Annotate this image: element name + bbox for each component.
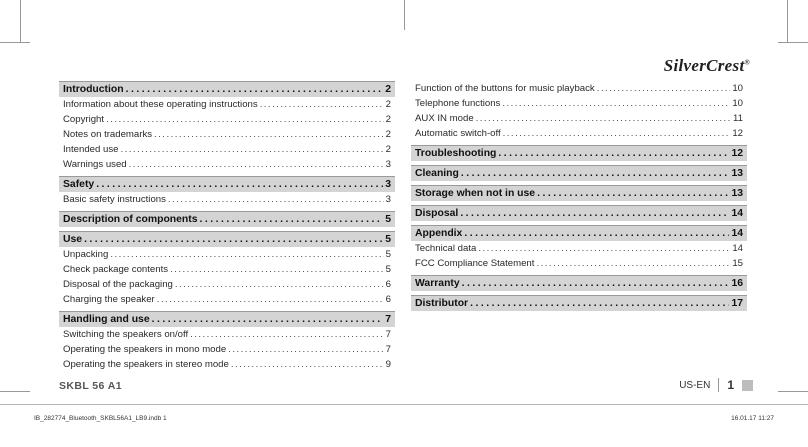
toc-title: Notes on trademarks	[63, 129, 153, 140]
toc-section-row[interactable]	[59, 176, 395, 192]
toc-page-number: 14	[731, 228, 743, 239]
toc-title: Automatic switch-off	[415, 128, 501, 139]
toc-entry-row[interactable]	[411, 241, 747, 256]
toc-entry-row[interactable]	[59, 157, 395, 172]
crop-mark	[787, 0, 788, 42]
toc-left-column	[59, 81, 395, 372]
toc-section-row[interactable]	[411, 275, 747, 291]
print-slug-timestamp: 16.01.17 11:27	[731, 415, 774, 422]
crop-mark	[0, 391, 30, 392]
toc-leader-dots	[228, 342, 383, 357]
toc-leader-dots	[106, 112, 384, 127]
toc-leader-dots	[498, 146, 729, 161]
toc-leader-dots	[537, 186, 729, 201]
toc-title: Function of the buttons for music playback	[415, 83, 595, 94]
toc-page-number: 6	[385, 279, 391, 290]
toc-leader-dots	[129, 157, 384, 172]
footer-divider	[718, 378, 719, 392]
toc-leader-dots	[478, 241, 730, 256]
crop-mark	[20, 0, 21, 42]
toc-page-number: 2	[385, 84, 391, 95]
toc-leader-dots	[476, 111, 731, 126]
toc-page-number: 16	[731, 278, 743, 289]
toc-leader-dots	[462, 276, 730, 291]
toc-page-number: 2	[385, 129, 391, 140]
toc-title: Cleaning	[415, 168, 459, 179]
model-label: SKBL 56 A1	[59, 380, 122, 392]
toc-leader-dots	[168, 192, 384, 207]
toc-leader-dots	[154, 127, 384, 142]
toc-title: Appendix	[415, 228, 463, 239]
toc-title: Check package contents	[63, 264, 169, 275]
toc-entry-row[interactable]	[59, 97, 395, 112]
toc-page-number: 11	[733, 113, 743, 124]
toc-page-number: 7	[385, 344, 391, 355]
toc-title: Switching the speakers on/off	[63, 329, 189, 340]
toc-entry-row[interactable]	[411, 111, 747, 126]
toc-page-number: 15	[732, 258, 743, 269]
toc-title: Warranty	[415, 278, 460, 289]
toc-title: Intended use	[63, 144, 119, 155]
toc-title: Copyright	[63, 114, 105, 125]
crop-mark	[404, 0, 405, 30]
toc-leader-dots	[464, 226, 729, 241]
toc-title: Safety	[63, 179, 95, 190]
page-marker-square	[742, 380, 753, 391]
toc-entry-row[interactable]	[59, 142, 395, 157]
toc-entry-row[interactable]	[411, 81, 747, 96]
toc-entry-row[interactable]	[59, 127, 395, 142]
toc-page-number: 7	[385, 314, 391, 325]
page-trim-line	[0, 404, 808, 405]
toc-entry-row[interactable]	[59, 292, 395, 307]
toc-entry-row[interactable]	[411, 256, 747, 271]
toc-title: Operating the speakers in stereo mode	[63, 359, 229, 370]
toc-leader-dots	[503, 126, 731, 141]
toc-leader-dots	[597, 81, 731, 96]
toc-page-number: 17	[731, 298, 743, 309]
toc-title: AUX IN mode	[415, 113, 474, 124]
toc-page-number: 2	[385, 99, 391, 110]
toc-title: Handling and use	[63, 314, 150, 325]
toc-title: Technical data	[415, 243, 477, 254]
toc-page-number: 3	[385, 159, 391, 170]
toc-entry-row[interactable]	[411, 126, 747, 141]
toc-title: Description of components	[63, 214, 198, 225]
toc-page-number: 5	[385, 234, 391, 245]
toc-leader-dots	[84, 232, 383, 247]
toc-page-number: 10	[732, 83, 743, 94]
crop-mark	[778, 42, 808, 43]
toc-section-row[interactable]	[59, 211, 395, 227]
toc-leader-dots	[231, 357, 384, 372]
toc-entry-row[interactable]	[59, 277, 395, 292]
toc-page-number: 14	[731, 208, 743, 219]
locale-label: US-EN	[679, 379, 711, 391]
crop-mark	[778, 391, 808, 392]
toc-title: Introduction	[63, 84, 124, 95]
toc-title: Disposal of the packaging	[63, 279, 173, 290]
toc-right-column	[411, 81, 747, 311]
toc-title: Use	[63, 234, 83, 245]
toc-page-number: 10	[732, 98, 743, 109]
toc-page-number: 2	[385, 114, 391, 125]
toc-entry-row[interactable]	[59, 342, 395, 357]
toc-entry-row[interactable]	[59, 357, 395, 372]
toc-title: Telephone functions	[415, 98, 501, 109]
toc-section-row[interactable]	[59, 231, 395, 247]
toc-entry-row[interactable]	[59, 247, 395, 262]
toc-section-row[interactable]	[411, 295, 747, 311]
toc-section-row[interactable]	[59, 81, 395, 97]
toc-section-row[interactable]	[411, 225, 747, 241]
toc-leader-dots	[110, 247, 383, 262]
toc-title: Information about these operating instructions	[63, 99, 258, 110]
toc-section-row[interactable]	[59, 311, 395, 327]
toc-entry-row[interactable]	[59, 192, 395, 207]
toc-page-number: 6	[385, 294, 391, 305]
toc-leader-dots	[126, 82, 384, 97]
toc-title: Storage when not in use	[415, 188, 536, 199]
toc-leader-dots	[190, 327, 384, 342]
toc-page-number: 5	[385, 214, 391, 225]
toc-leader-dots	[536, 256, 730, 271]
toc-title: Basic safety instructions	[63, 194, 166, 205]
toc-leader-dots	[157, 292, 384, 307]
toc-title: FCC Compliance Statement	[415, 258, 535, 269]
toc-page-number: 9	[385, 359, 391, 370]
toc-section-row[interactable]	[411, 165, 747, 181]
toc-section-row[interactable]	[411, 205, 747, 221]
print-slug-file: IB_282774_Bluetooth_SKBL56A1_LB9.indb 1	[34, 415, 167, 422]
toc-entry-row[interactable]	[411, 96, 747, 111]
toc-title: Operating the speakers in mono mode	[63, 344, 227, 355]
toc-leader-dots	[175, 277, 384, 292]
toc-page-number: 2	[385, 144, 391, 155]
toc-leader-dots	[170, 262, 384, 277]
toc-title: Unpacking	[63, 249, 109, 260]
crop-mark	[0, 42, 30, 43]
toc-page-number: 3	[385, 179, 391, 190]
toc-leader-dots	[502, 96, 730, 111]
page-number: 1	[727, 378, 734, 392]
toc-page-number: 5	[385, 249, 391, 260]
page-footer	[679, 378, 753, 392]
toc-entry-row[interactable]	[59, 262, 395, 277]
toc-section-row[interactable]	[411, 145, 747, 161]
toc-leader-dots	[200, 212, 384, 227]
toc-page-number: 7	[385, 329, 391, 340]
toc-leader-dots	[152, 312, 384, 327]
toc-title: Disposal	[415, 208, 459, 219]
toc-title: Warnings used	[63, 159, 127, 170]
toc-page-number: 3	[385, 194, 391, 205]
brand-logo: SilverCrest®	[663, 56, 750, 75]
toc-title: Troubleshooting	[415, 148, 497, 159]
toc-section-row[interactable]	[411, 185, 747, 201]
toc-page-number: 12	[731, 148, 743, 159]
toc-entry-row[interactable]	[59, 112, 395, 127]
toc-title: Charging the speaker	[63, 294, 155, 305]
toc-leader-dots	[470, 296, 729, 311]
toc-leader-dots	[460, 206, 729, 221]
toc-entry-row[interactable]	[59, 327, 395, 342]
toc-leader-dots	[120, 142, 383, 157]
toc-page-number: 5	[385, 264, 391, 275]
toc-page-number: 14	[732, 243, 743, 254]
toc-leader-dots	[260, 97, 384, 112]
toc-page-number: 13	[731, 168, 743, 179]
toc-leader-dots	[461, 166, 730, 181]
toc-title: Distributor	[415, 298, 469, 309]
toc-page-number: 13	[731, 188, 743, 199]
toc-page-number: 12	[732, 128, 743, 139]
toc-leader-dots	[96, 177, 383, 192]
